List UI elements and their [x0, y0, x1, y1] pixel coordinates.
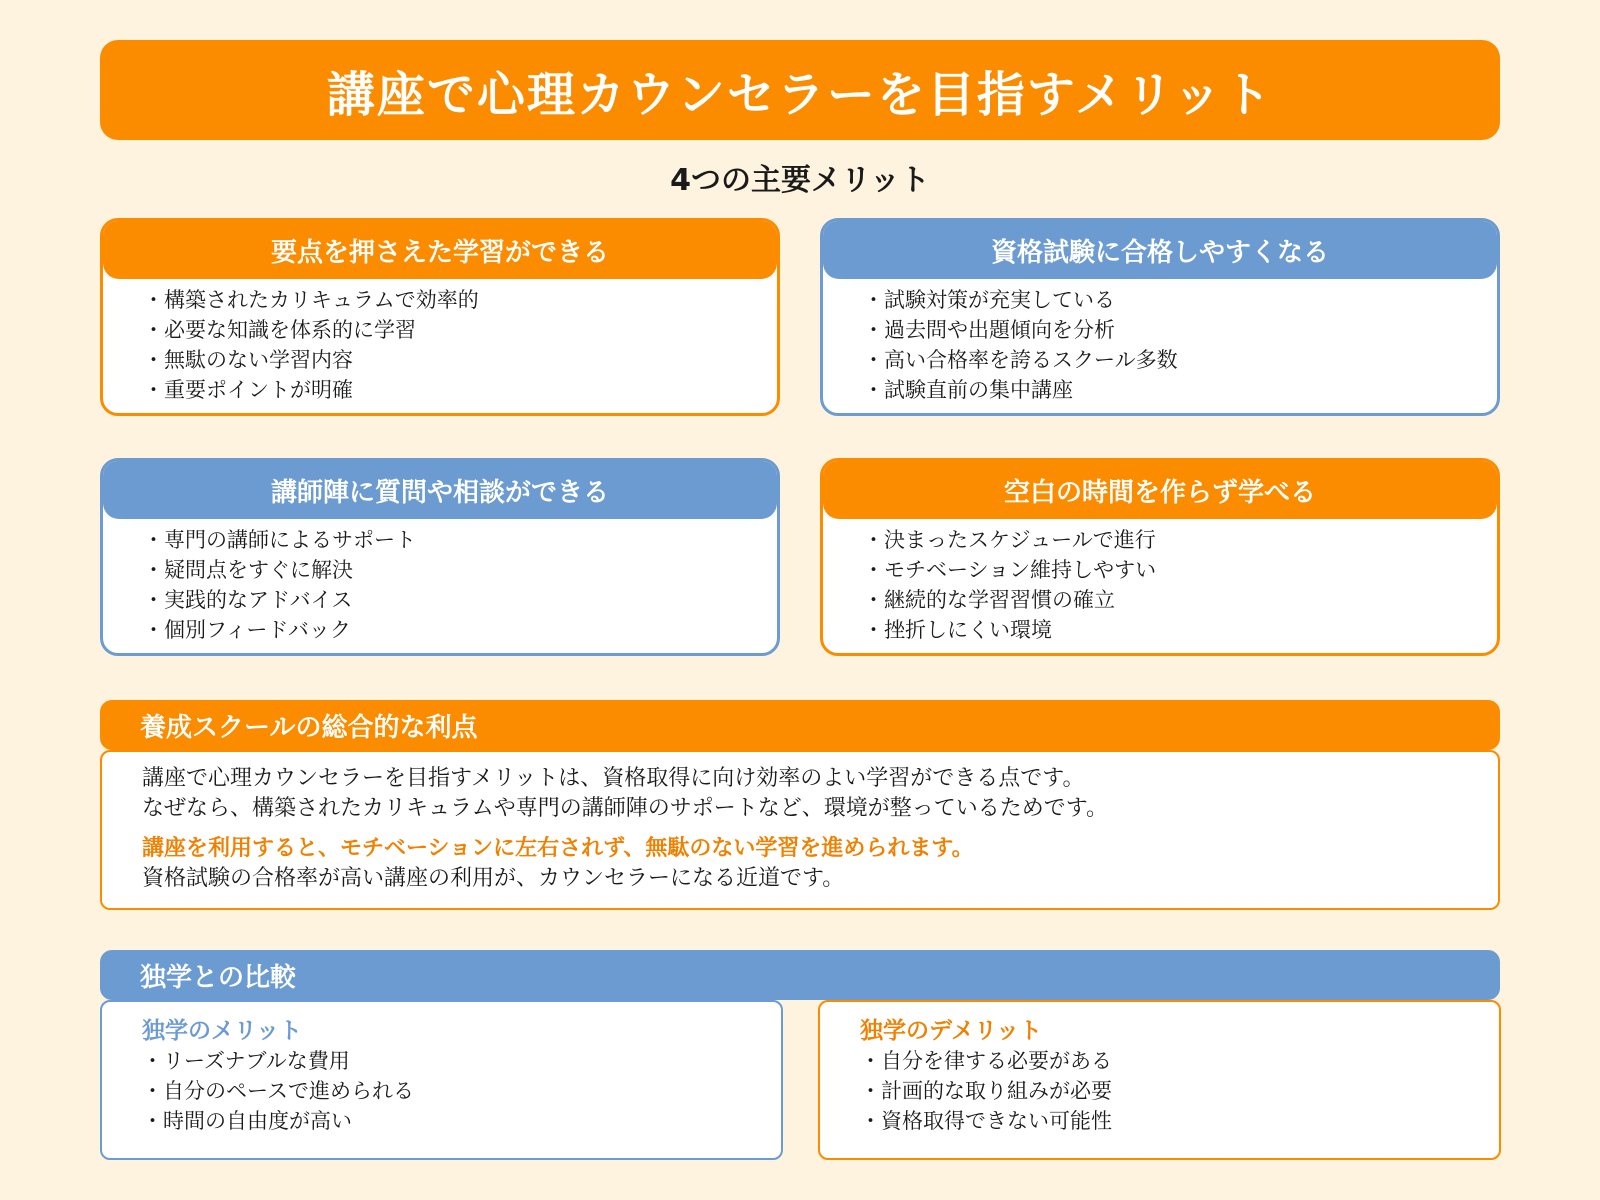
card-list: [823, 285, 1497, 405]
summary-highlight: 講座を利用すると、モチベーションに左右されず、無駄のない学習を進められます。: [142, 836, 974, 861]
card-list: [823, 525, 1497, 645]
list-item: ・ 継続的な学習習慣の確立: [863, 585, 1497, 615]
list-item: ・ 疑問点をすぐに解決: [143, 555, 777, 585]
comparison-heading: 独学との比較: [100, 950, 1500, 1000]
list-item: ・ 必要な知識を体系的に学習: [143, 315, 777, 345]
list-item: ・ リーズナブルな費用: [142, 1046, 741, 1076]
card-list: [103, 525, 777, 645]
card-title: 要点を押さえた学習ができる: [103, 221, 777, 279]
list-item: ・ 無駄のない学習内容: [143, 345, 777, 375]
merit-card-learning: [100, 218, 780, 416]
list-item: ・ 自分のペースで進められる: [142, 1076, 741, 1106]
summary-box: [100, 750, 1500, 910]
list-item: ・ 時間の自由度が高い: [142, 1106, 741, 1136]
list-item: ・ モチベーション維持しやすい: [863, 555, 1497, 585]
merit-card-schedule: [820, 458, 1500, 656]
card-title: 資格試験に合格しやすくなる: [823, 221, 1497, 279]
card-title: 空白の時間を作らず学べる: [823, 461, 1497, 519]
merits-list: [142, 1046, 741, 1136]
card-title: 講師陣に質問や相談ができる: [103, 461, 777, 519]
list-item: ・ 実践的なアドバイス: [143, 585, 777, 615]
summary-line: なぜなら、構築されたカリキュラムや専門の講師陣のサポートなど、環境が整っているためです。: [142, 796, 1109, 821]
list-item: ・ 構築されたカリキュラムで効率的: [143, 285, 777, 315]
page-title: 講座で心理カウンセラーを目指すメリット: [326, 66, 1274, 123]
list-item: ・ 挫折しにくい環境: [863, 615, 1497, 645]
summary-line: 講座で心理カウンセラーを目指すメリットは、資格取得に向け効率のよい学習ができる点です。: [142, 766, 1085, 791]
list-item: ・ 試験対策が充実している: [863, 285, 1497, 315]
subtitle: 4つの主要メリット: [670, 163, 930, 198]
card-list: [103, 285, 777, 405]
self-study-demerits-box: [818, 1000, 1501, 1160]
list-item: ・ 重要ポイントが明確: [143, 375, 777, 405]
title-banner: [100, 40, 1500, 140]
list-item: ・ 高い合格率を誇るスクール多数: [863, 345, 1497, 375]
list-item: ・ 自分を律する必要がある: [860, 1046, 1459, 1076]
list-item: ・ 過去問や出題傾向を分析: [863, 315, 1497, 345]
demerits-title: 独学のデメリット: [860, 1018, 1043, 1044]
list-item: ・ 決まったスケジュールで進行: [863, 525, 1497, 555]
list-item: ・ 資格取得できない可能性: [860, 1106, 1459, 1136]
merit-card-exam: [820, 218, 1500, 416]
list-item: ・ 個別フィードバック: [143, 615, 777, 645]
merit-card-instructors: [100, 458, 780, 656]
summary-line: 資格試験の合格率が高い講座の利用が、カウンセラーになる近道です。: [142, 866, 845, 891]
list-item: ・ 計画的な取り組みが必要: [860, 1076, 1459, 1106]
merits-title: 独学のメリット: [142, 1018, 303, 1044]
summary-heading: 養成スクールの総合的な利点: [100, 700, 1500, 750]
list-item: ・ 専門の講師によるサポート: [143, 525, 777, 555]
list-item: ・ 試験直前の集中講座: [863, 375, 1497, 405]
self-study-merits-box: [100, 1000, 783, 1160]
demerits-list: [860, 1046, 1459, 1136]
